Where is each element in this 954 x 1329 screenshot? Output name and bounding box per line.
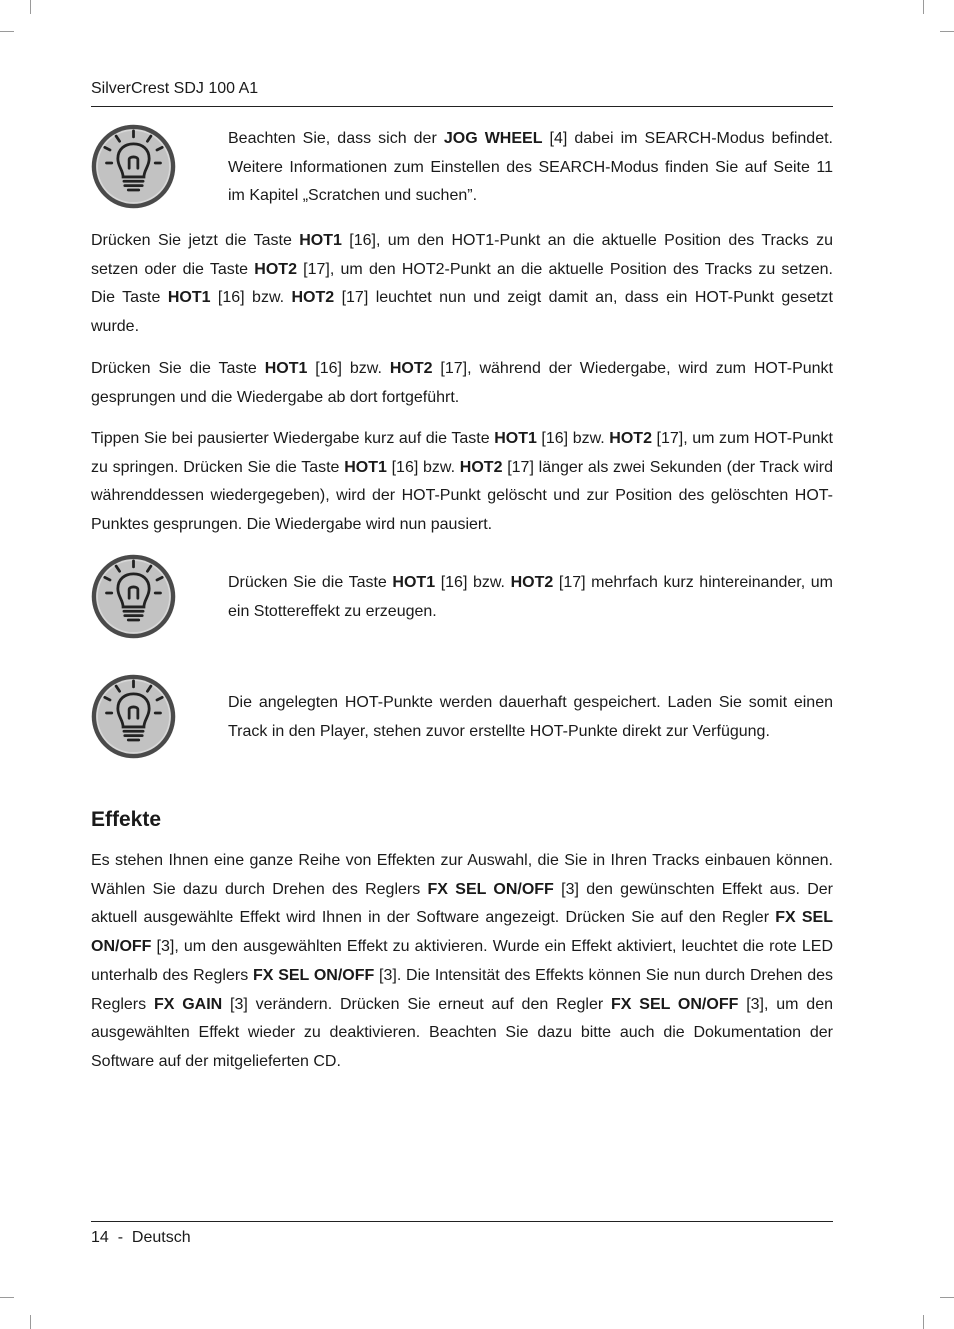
bold-text: FX SEL ON/OFF	[252, 966, 375, 984]
text-segment: [16] bzw.	[307, 360, 390, 377]
bold-text: HOT1	[344, 458, 387, 476]
tip-text-bold: HOT2	[510, 574, 554, 591]
footer-language: Deutsch	[131, 1229, 191, 1246]
crop-mark	[940, 1297, 954, 1298]
text-segment: [3] verändern. Drücken Sie erneut auf den Regler	[222, 995, 612, 1013]
text-segment: [17], um den HOT2-Punkt an die aktuelle Position des Tracks zu setzen. Die Taste	[91, 260, 834, 307]
crop-mark	[0, 1297, 14, 1298]
text-segment: [17], während der Wiedergabe, wird zum HOT-Punkt gesprungen und die Wiedergabe ab dort fortgeführt.	[91, 360, 833, 406]
lightbulb-icon	[90, 553, 177, 640]
crop-mark	[0, 31, 14, 32]
bold-text: HOT1	[264, 360, 308, 377]
tip-text-segment: Drücken Sie die Taste	[228, 574, 393, 591]
text-segment: [16] bzw.	[386, 458, 460, 476]
page-number: 14	[91, 1229, 109, 1246]
section-heading: Effekte	[91, 808, 162, 831]
text-segment: [3], um den ausgewählten Effekt zu aktivieren. Wurde ein Effekt aktiviert, leuchtet die rote LED unterhalb des Reglers	[91, 938, 833, 984]
bold-text: FX GAIN	[153, 995, 223, 1013]
page-header	[91, 78, 833, 107]
bold-text: HOT2	[389, 360, 433, 377]
text-segment: [3] den gewünschten Effekt aus. Der aktuell ausgewählte Effekt wird Ihnen in der Software angezeigt. Drücken Sie auf den Regler	[91, 880, 833, 927]
tip-text-segment: [4] dabei im SEARCH-Modus befindet. Weitere Informationen zum Einstellen des SEARCH-Modus finden Sie auf Seite 11 im Kapitel „Scratchen und suchen”.	[228, 130, 833, 204]
bold-text: HOT2	[609, 430, 652, 447]
bold-text: HOT2	[459, 458, 503, 476]
footer-separator: -	[117, 1229, 124, 1246]
text-segment: Tippen Sie bei pausierter Wiedergabe kurz auf die Taste	[91, 430, 495, 447]
bold-text: HOT1	[167, 289, 211, 307]
tip-text-bold: JOG WHEEL	[443, 130, 543, 147]
body-paragraph	[91, 227, 833, 342]
tip-text	[228, 569, 833, 626]
text-segment: [17] leuchtet nun und zeigt damit an, dass ein HOT-Punkt gesetzt wurde.	[91, 289, 833, 336]
text-segment: [16] bzw.	[210, 289, 292, 307]
crop-mark	[923, 0, 924, 14]
tip-text-segment: Die angelegten HOT-Punkte werden dauerhaft gespeichert. Laden Sie somit einen Track in den Player, stehen zuvor erstellte HOT-Punkte direkt zur Verfügung.	[228, 694, 833, 740]
tip-text-bold: HOT1	[392, 574, 436, 591]
lightbulb-icon	[90, 673, 177, 760]
text-segment: Drücken Sie jetzt die Taste	[91, 232, 300, 249]
text-segment: [3], um den ausgewählten Effekt wieder zu deaktivieren. Beachten Sie dazu bitte auch die Dokumentation der Software auf der mitgelieferten CD.	[91, 995, 833, 1070]
crop-mark	[30, 1315, 31, 1329]
page-footer	[91, 1221, 833, 1247]
bold-text: HOT2	[291, 289, 335, 307]
bold-text: FX SEL ON/OFF	[91, 909, 833, 956]
text-segment: [17], um zum HOT-Punkt zu springen. Drücken Sie die Taste	[91, 430, 833, 476]
tip-text-segment: Beachten Sie, dass sich der	[228, 130, 444, 147]
text-segment: [16] bzw.	[536, 430, 610, 447]
crop-mark	[940, 31, 954, 32]
bold-text: FX SEL ON/OFF	[611, 995, 739, 1013]
bold-text: HOT1	[299, 232, 342, 249]
body-paragraph	[91, 355, 833, 412]
tip-text	[228, 125, 833, 211]
bold-text: HOT1	[494, 430, 537, 447]
text-segment: [17] länger als zwei Sekunden (der Track wird währenddessen wiedergegeben), wird der HOT-Punkt gelöscht und zur Position des gelöschten HOT-Punktes gesprungen. Die Wiedergabe wird nun pausiert.	[91, 458, 833, 534]
tip-text-segment: [16] bzw.	[435, 574, 511, 591]
body-paragraph	[91, 425, 833, 540]
bold-text: HOT2	[254, 260, 297, 278]
bold-text: FX SEL ON/OFF	[427, 880, 554, 898]
text-segment: Drücken Sie die Taste	[91, 360, 265, 377]
header-title: SilverCrest SDJ 100 A1	[91, 80, 259, 97]
text-segment: [3]. Die Intensität des Effekts können Sie nun durch Drehen des Reglers	[91, 966, 833, 1013]
tip-text-segment: [17] mehrfach kurz hintereinander, um ein Stottereffekt zu erzeugen.	[228, 574, 833, 620]
text-segment: [16], um den HOT1-Punkt an die aktuelle Position des Tracks zu setzen oder die Taste	[91, 232, 833, 278]
body-paragraph	[91, 847, 833, 1077]
tip-text	[228, 689, 833, 746]
text-segment: Es stehen Ihnen eine ganze Reihe von Effekten zur Auswahl, die Sie in Ihren Tracks einbauen können. Wählen Sie dazu durch Drehen des Reglers	[91, 852, 833, 898]
lightbulb-icon	[90, 123, 177, 210]
crop-mark	[30, 0, 31, 14]
crop-mark	[923, 1315, 924, 1329]
